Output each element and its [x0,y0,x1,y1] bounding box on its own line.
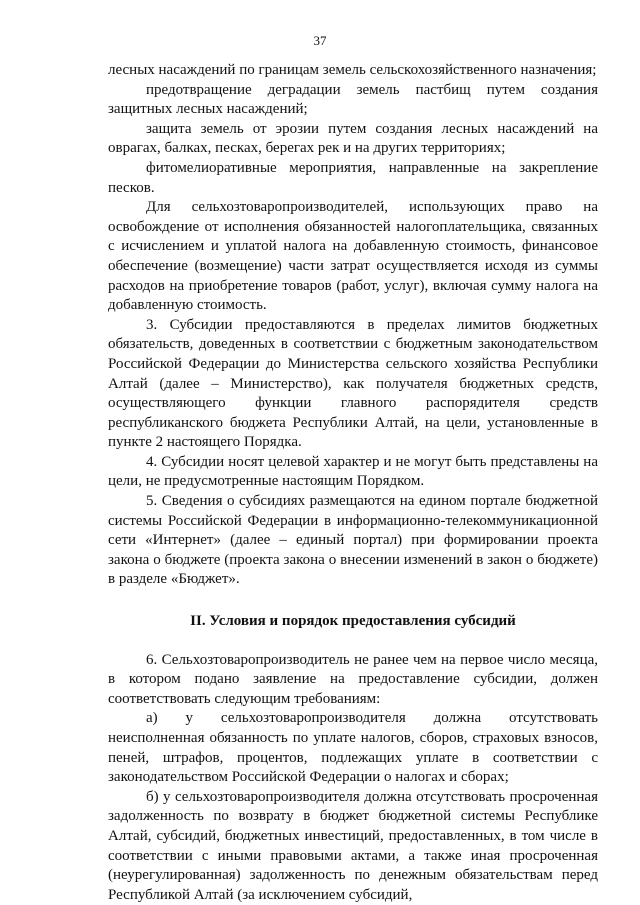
paragraph-item-6a: а) у сельхозтоваропроизводителя должна отсутствовать неисполненная обязанность по уплате налогов, сборов, страховых взносов, пеней, штрафов, процентов, подлежащих уплате в соответствии с законодательством Российской Федерации о налогах и сборах; [108,710,598,786]
paragraph-vat-exemption: Для сельхозтоваропроизводителей, использующих право на освобождение от исполнения обязанностей налогоплательщика, связанных с исчислением и уплатой налога на добавленную стоимость, финансовое обеспечение (возмещение) части затрат осуществляется исходя из суммы расходов на приобретение товаров (работ, услуг), включая сумму налога на добавленную стоимость. [108,199,598,314]
document-body [108,61,598,905]
section-heading: II. Условия и порядок предоставления субсидий [190,613,516,630]
page-number: 37 [313,33,327,48]
paragraph-item-4: 4. Субсидии носят целевой характер и не могут быть представлены на цели, не предусмотренные настоящим Порядком. [108,453,598,490]
paragraph-erosion: защита земель от эрозии путем создания лесных насаждений на оврагах, балках, песках, берегах рек и на других территориях; [108,120,598,157]
paragraph-continuation: лесных насаждений по границам земель сельскохозяйственного назначения; [108,62,597,78]
paragraph-item-3: 3. Субсидии предоставляются в пределах лимитов бюджетных обязательств, доведенных в соответствии с бюджетным законодательством Российской Федерации до Министерства сельского хозяйства Республики Алтай (далее – Министерство), как получателя бюджетных средств, осуществляющего функции главного распорядителя средств республиканского бюджета Республики Алтай, на цели, установленные в пункте 2 настоящего Порядка. [108,316,598,451]
paragraph-item-5: 5. Сведения о субсидиях размещаются на едином портале бюджетной системы Российской Федерации в информационно-телекоммуникационной сети «Интернет» (далее – единый портал) при формировании проекта закона о бюджете (проекта закона о внесении изменений в закон о бюджете) в разделе «Бюджет». [108,493,598,588]
paragraph-degradation: предотвращение деградации земель пастбищ путем создания защитных лесных насаждений; [108,81,598,118]
paragraph-item-6b: б) у сельхозтоваропроизводителя должна отсутствовать просроченная задолженность по возврату в бюджет бюджетной системы Республике Алтай, субсидий, бюджетных инвестиций, предоставленных, в том числе в соответствии с иными правовыми актами, а также иная просроченная (неурегулированная) задолженность по денежным обязательствам перед Республикой Алтай (за исключением субсидий, [108,788,598,903]
paragraph-item-6: 6. Сельхозтоваропроизводитель не ранее чем на первое число месяца, в котором подано заявление на предоставление субсидии, должен соответствовать следующим требованиям: [108,651,598,707]
paragraph-phytomelioration: фитомелиоративные мероприятия, направленные на закрепление песков. [108,159,598,196]
